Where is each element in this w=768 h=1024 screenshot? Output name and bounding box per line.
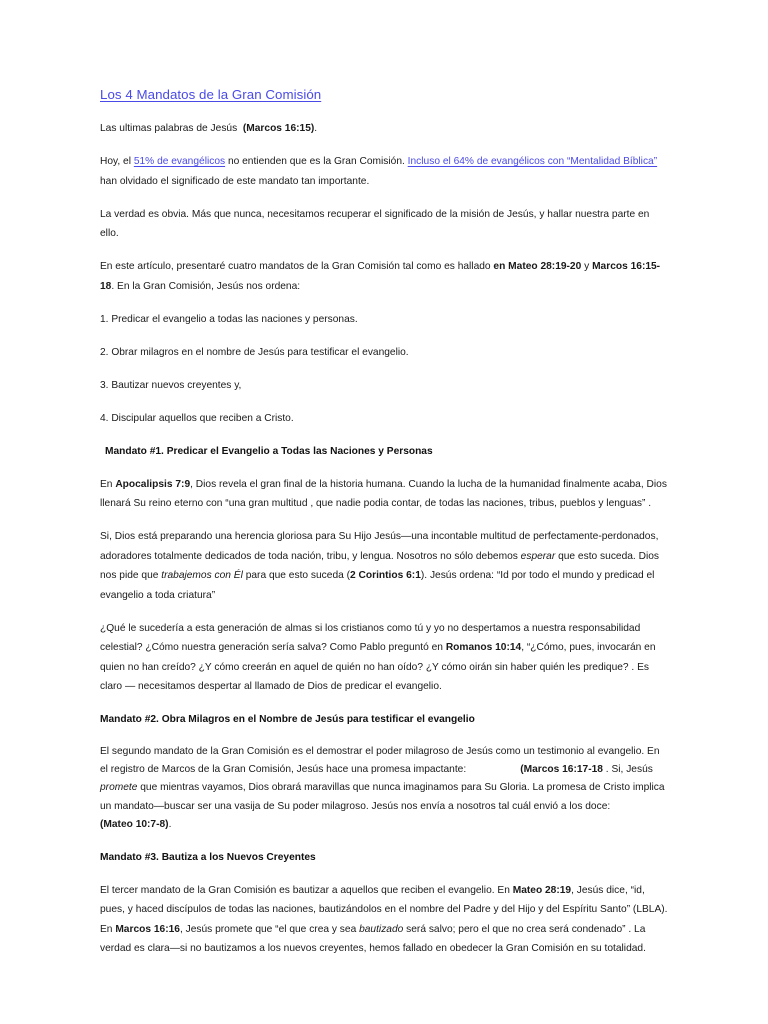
- section1-paragraph-2: [100, 527, 668, 605]
- intro-p1-text-a: Las ultimas palabras de Jesús: [100, 123, 241, 134]
- scripture-ref-marcos-16-15: (Marcos 16:15): [242, 123, 315, 134]
- s1-p2-text-b: que esto suceda. Dios nos pide que: [100, 550, 659, 581]
- scripture-ref-romanos-10-14: Romanos 10:14: [445, 642, 522, 653]
- section1-paragraph-3: [100, 619, 668, 697]
- intro-paragraph-3: La verdad es obvia. Más que nunca, necesitamos recuperar el significado de la misión de Jesús, y hallar nuestra parte en ello.: [100, 208, 650, 239]
- s1-p1-text-b: , Dios revela el gran final de la historia humana. Cuando la lucha de la humanidad finalmente acaba, Dios llenará Su reino eterno con “una gran multitud , que nadie podia contar, de todas las naciones, tribus, pueblos y lenguas” .: [100, 478, 667, 509]
- section-heading-mandato-2: Mandato #2. Obra Milagros en el Nombre de Jesús para testificar el evangelio: [100, 714, 475, 725]
- list-item: 4. Discipular aquellos que reciben a Cristo.: [100, 412, 294, 424]
- link-51-percent-evangelicos[interactable]: 51% de evangélicos: [133, 156, 226, 167]
- section-heading-mandato-1: Mandato #1. Predicar el Evangelio a Todas las Naciones y Personas: [105, 445, 433, 457]
- scripture-ref-apocalipsis-7-9: Apocalipsis 7:9: [115, 478, 191, 490]
- intro-p2-text-b: no entienden que es la Gran Comisión.: [225, 156, 408, 167]
- intro-p1-text-b: .: [314, 123, 318, 134]
- s3-p1-text-c: , Jesús promete que “el que crea y sea: [179, 923, 360, 935]
- intro-paragraph-4: [100, 257, 668, 296]
- s2-p1-text-e: .: [168, 818, 172, 830]
- s1-p2-text-d: ). Jesús ordena: “Id por todo el mundo y predicad el evangelio a toda criatura”: [100, 570, 655, 601]
- list-item: 2. Obrar milagros en el nombre de Jesús para testificar el evangelio.: [100, 346, 409, 358]
- s1-p1-text-a: En: [100, 478, 116, 490]
- emphasis-trabajemos-con-el: trabajemos con Él: [161, 570, 243, 581]
- intro-p2-text-c: han olvidado el significado de este mandato tan importante.: [100, 175, 370, 187]
- intro-p4-text-c: . En la Gran Comisión, Jesús nos ordena:: [111, 280, 301, 292]
- emphasis-bautizado: bautizado: [359, 923, 404, 935]
- scripture-ref-marcos-16-15-18: Marcos 16:15-18: [100, 261, 661, 292]
- intro-p4-text-a: En este artículo, presentaré cuatro mandatos de la Gran Comisión tal como es hallado: [100, 261, 494, 272]
- link-64-percent-mentalidad-biblica[interactable]: Incluso el 64% de evangélicos con “Mentalidad Bíblica”: [407, 156, 658, 167]
- emphasis-esperar: esperar: [520, 550, 556, 562]
- s2-p1-text-b: .: [602, 764, 609, 776]
- document-body: [100, 86, 668, 959]
- list-item: 3. Bautizar nuevos creyentes y,: [100, 379, 242, 391]
- scripture-ref-mateo-10-7-8: (Mateo 10:7-8): [100, 818, 169, 830]
- scripture-ref-marcos-16-16: Marcos 16:16: [115, 923, 180, 935]
- s1-p2-text-c: para que esto suceda (: [242, 570, 351, 581]
- section2-paragraph-1: [100, 743, 668, 834]
- s1-p2-text-a: Si, Dios está preparando una herencia gloriosa para Su Hijo Jesús—una incontable multitud de perfectamente-perdonados, adoradores totalmente dedicados de toda nación, tribu, y lengua. Nosotros no sólo debemos: [100, 531, 659, 562]
- section1-paragraph-1: [100, 475, 668, 514]
- section-heading-mandato-3: Mandato #3. Bautiza a los Nuevos Creyentes: [100, 851, 316, 863]
- page-title[interactable]: [100, 86, 668, 103]
- intro-paragraph-2: [100, 152, 668, 191]
- scripture-ref-mateo-28-19: Mateo 28:19: [512, 884, 572, 896]
- s3-p1-text-b: , Jesús dice, “id, pues, y haced discípulos de todas las naciones, bautizándolos en el nombre del Padre y del Hijo y del Espíritu Santo” (LBLA). En: [100, 884, 668, 935]
- section3-paragraph-1: [100, 881, 668, 959]
- s2-p1-text-c: Si, Jesús: [611, 764, 653, 776]
- s3-p1-text-d: será salvo; pero el que no crea será condenado” . La verdad es clara—si no bautizamos a los nuevos creyentes, hemos fallado en obedecer la Gran Comisión en su totalidad.: [100, 923, 646, 955]
- intro-p2-text-a: Hoy, el: [100, 156, 134, 167]
- scripture-ref-marcos-16-17-18: (Marcos 16:17-18: [520, 764, 603, 776]
- scripture-ref-2-corintios-6-1: 2 Corintios 6:1: [350, 570, 421, 581]
- s3-p1-text-a: El tercer mandato de la Gran Comisión es bautizar a aquellos que reciben el evangelio. En: [100, 884, 513, 896]
- s1-p3-text-b: , “¿Cómo, pues, invocarán en quien no han creído? ¿Y cómo creerán en aquel de quién no han oído? ¿Y cómo oirán sin haber quién les predique? . Es claro — necesitamos despertar al llamado de Dios de predicar el evangelio.: [100, 642, 656, 692]
- s2-p1-text-d: que mientras vayamos, Dios obrará maravillas que nunca imaginamos para Su Gloria. La promesa de Cristo implica un mandato—buscar ser una vasija de Su poder milagroso. Jesús nos envía a nosotros tal cuál envió a los doce:: [100, 782, 665, 812]
- list-item: 1. Predicar el evangelio a todas las naciones y personas.: [100, 313, 358, 325]
- emphasis-promete: promete: [100, 782, 138, 794]
- intro-p4-text-b: y: [581, 261, 593, 272]
- intro-paragraph-1: [100, 119, 668, 139]
- scripture-ref-mateo-28-19-20: en Mateo 28:19-20: [493, 261, 582, 272]
- s1-p3-text-a: ¿Qué le sucedería a esta generación de almas si los cristianos como tú y yo no despertamos a nuestra responsabilidad celestial? ¿Cómo nuestra generación sería salva? Como Pablo preguntó en: [100, 622, 641, 653]
- page-title-text: Los 4 Mandatos de la Gran Comisión: [100, 87, 322, 102]
- s2-p1-text-a: El segundo mandato de la Gran Comisión es el demostrar el poder milagroso de Jesús como un testimonio al evangelio. En el registro de Marcos de la Gran Comisión, Jesús hace una promesa impactante:: [100, 746, 660, 776]
